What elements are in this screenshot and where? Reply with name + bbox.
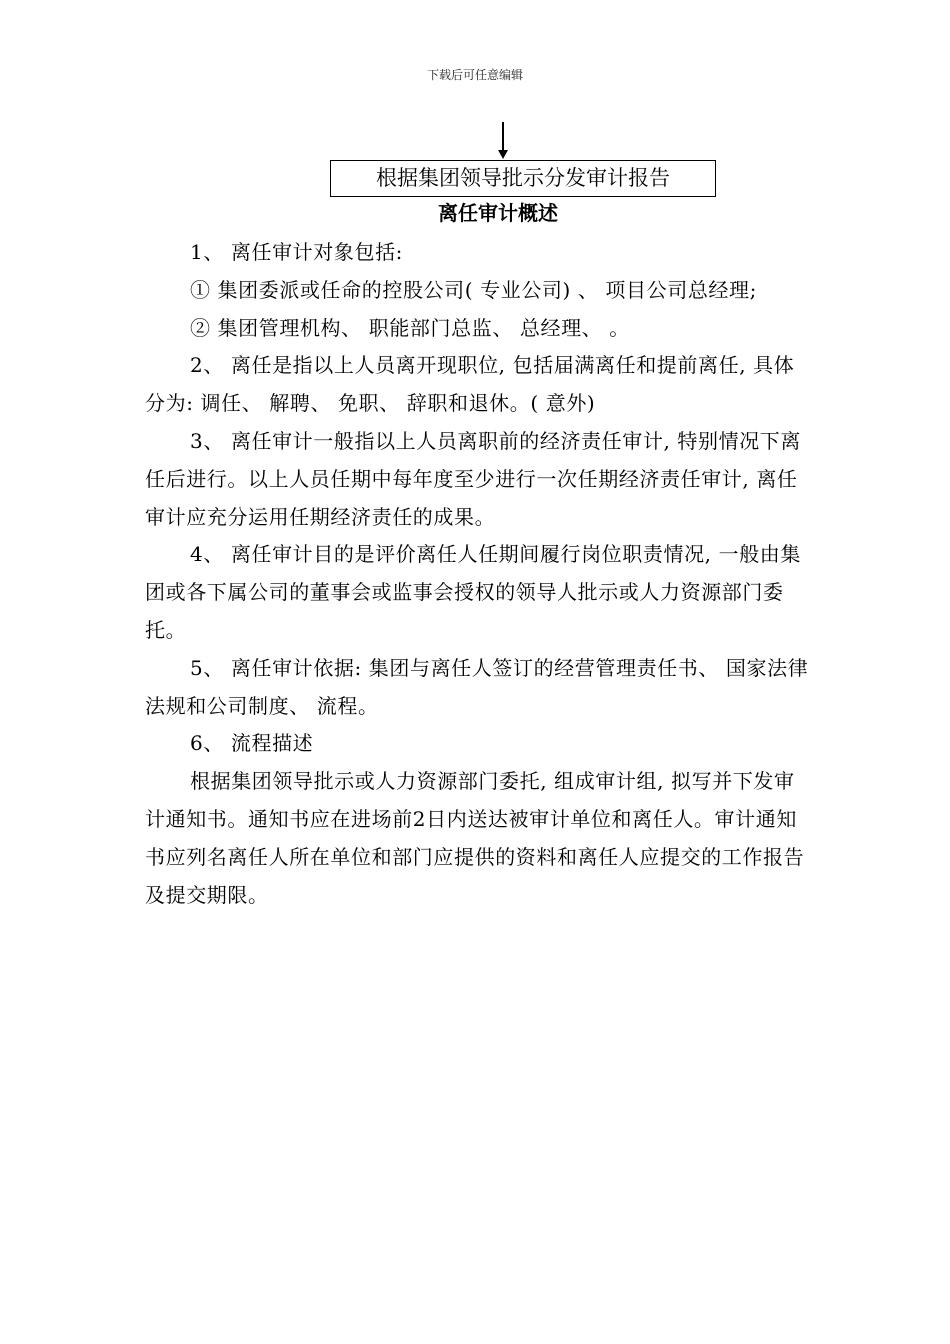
- flowchart-box: 根据集团领导批示分发审计报告: [330, 160, 716, 197]
- paragraph-6: 4、 离任审计目的是评价离任人任期间履行岗位职责情况, 一般由集团或各下属公司的董事会或监事会授权的领导人批示或人力资源部门委托。: [145, 542, 801, 642]
- flow-arrow-head-icon: [498, 150, 508, 159]
- flow-arrow-line: [502, 122, 504, 152]
- paragraph-5: 3、 离任审计一般指以上人员离职前的经济责任审计, 特别情况下离任后进行。以上人员任期中每年度至少进行一次任期经济责任审计, 离任审计应充分运用任期经济责任的成果。: [145, 428, 801, 529]
- paragraph-4: 2、 离任是指以上人员离开现职位, 包括届满离任和提前离任, 具体分为: 调任、 解聘、 免职、 辞职和退休。( 意外): [145, 353, 795, 416]
- paragraph-7: 5、 离任审计依据: 集团与离任人签订的经营管理责任书、 国家法律法规和公司制度、 流程。: [145, 655, 809, 718]
- document-title: 离任审计概述: [438, 201, 558, 225]
- paragraph-8: 6、 流程描述: [190, 731, 314, 756]
- paragraph-2: ① 集团委派或任命的控股公司( 专业公司) 、 项目公司总经理;: [190, 277, 757, 302]
- paragraph-3: ② 集团管理机构、 职能部门总监、 总经理、 。: [190, 315, 630, 340]
- header-note: 下载后可任意编辑: [426, 68, 523, 82]
- paragraph-9: 根据集团领导批示或人力资源部门委托, 组成审计组, 拟写并下发审计通知书。通知书应在进场前2日内送达被审计单位和离任人。审计通知书应列名离任人所在单位和部门应提供的资料和离任人应提交的工作报告及提交期限。: [145, 769, 805, 907]
- document-body: [145, 234, 810, 914]
- paragraph-1: 1、 离任审计对象包括:: [190, 240, 404, 264]
